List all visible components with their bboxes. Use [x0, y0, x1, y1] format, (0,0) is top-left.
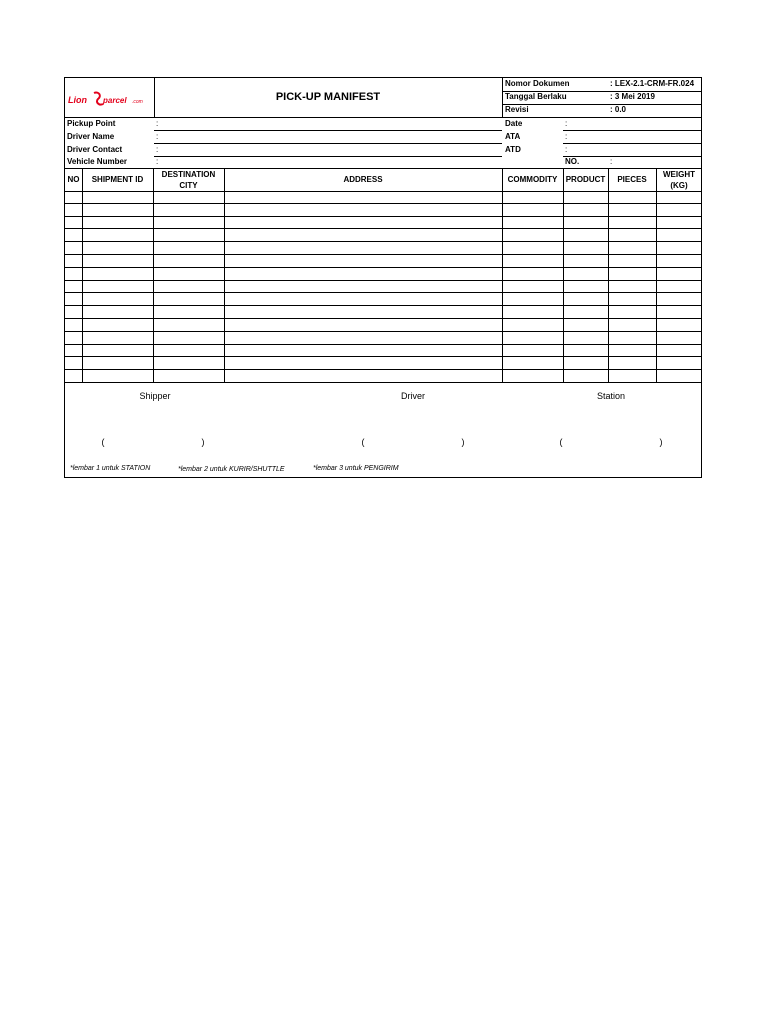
station-sign-close: ): [659, 437, 663, 447]
table-row[interactable]: [65, 268, 702, 281]
ata-field[interactable]: [563, 143, 702, 144]
lion-parcel-logo: [68, 90, 154, 108]
table-row[interactable]: [65, 242, 702, 255]
driver-sign-open: (: [361, 437, 365, 447]
driver-contact-colon: :: [156, 145, 159, 154]
lion-mark-icon: [94, 93, 103, 105]
col-header-product: PRODUCT: [565, 175, 606, 184]
driver-name-field[interactable]: [154, 143, 502, 144]
note-sheet-1: *lembar 1 untuk STATION: [70, 465, 151, 472]
table-row[interactable]: [65, 357, 702, 370]
revision-label: Revisi: [505, 105, 529, 114]
table-row[interactable]: [65, 204, 702, 217]
number-label: NO.: [565, 157, 580, 166]
note-sheet-3: *lembar 3 untuk PENGIRIM: [313, 465, 399, 472]
atd-colon: :: [565, 145, 568, 154]
date-label: Date: [505, 119, 523, 128]
date-colon: :: [565, 119, 568, 128]
table-row[interactable]: [65, 319, 702, 332]
table-row[interactable]: [65, 332, 702, 345]
logo-text-suffix: .com: [132, 99, 143, 105]
page-title: PICK-UP MANIFEST: [275, 91, 381, 103]
pickup-point-label: Pickup Point: [67, 119, 116, 128]
pickup-point-field[interactable]: [154, 130, 502, 131]
col-header-pieces: PIECES: [617, 175, 647, 184]
atd-field[interactable]: [563, 156, 702, 157]
table-row[interactable]: [65, 345, 702, 358]
table-row[interactable]: [65, 370, 702, 383]
effective-date-label: Tanggal Berlaku: [505, 92, 567, 101]
vehicle-number-colon: :: [156, 157, 159, 166]
doc-number-label: Nomor Dokumen: [505, 79, 570, 88]
driver-contact-label: Driver Contact: [67, 145, 123, 154]
logo-text-right: parcel: [103, 96, 127, 105]
number-colon: :: [610, 157, 613, 166]
col-header-destination: DESTINATION: [161, 170, 216, 179]
shipper-sign-open: (: [101, 437, 105, 447]
pickup-point-colon: :: [156, 119, 159, 128]
note-sheet-2: *lembar 2 untuk KURIR/SHUTTLE: [178, 466, 285, 473]
date-field[interactable]: [563, 130, 702, 131]
doc-number-value: : LEX-2.1-CRM-FR.024: [610, 79, 695, 88]
ata-label: ATA: [505, 132, 521, 141]
vehicle-number-label: Vehicle Number: [67, 157, 128, 166]
col-header-commodity: COMMODITY: [507, 175, 558, 184]
table-row[interactable]: [65, 281, 702, 294]
col-header-no: NO: [67, 175, 80, 184]
table-row[interactable]: [65, 255, 702, 268]
col-header-city: CITY: [179, 181, 198, 190]
driver-name-colon: :: [156, 132, 159, 141]
driver-contact-field[interactable]: [154, 156, 502, 157]
driver-label: Driver: [401, 391, 425, 401]
col-header-weight: WEIGHT: [663, 170, 695, 179]
table-row[interactable]: [65, 217, 702, 230]
driver-name-label: Driver Name: [67, 132, 115, 141]
station-sign-open: (: [559, 437, 563, 447]
ata-colon: :: [565, 132, 568, 141]
logo-text-left: Lion: [68, 95, 87, 105]
col-header-address: ADDRESS: [343, 175, 383, 184]
table-row[interactable]: [65, 229, 702, 242]
col-header-weight-unit: (KG): [670, 181, 688, 190]
driver-sign-close: ): [461, 437, 465, 447]
effective-date-value: : 3 Mei 2019: [610, 92, 655, 101]
atd-label: ATD: [505, 145, 521, 154]
shipper-sign-close: ): [201, 437, 205, 447]
table-row[interactable]: [65, 191, 702, 204]
table-row[interactable]: [65, 306, 702, 319]
col-header-shipment-id: SHIPMENT ID: [91, 175, 144, 184]
station-label: Station: [596, 391, 626, 401]
pickup-manifest-form: [64, 77, 702, 478]
revision-value: : 0.0: [610, 105, 627, 114]
table-row[interactable]: [65, 293, 702, 306]
shipper-label: Shipper: [139, 391, 171, 401]
